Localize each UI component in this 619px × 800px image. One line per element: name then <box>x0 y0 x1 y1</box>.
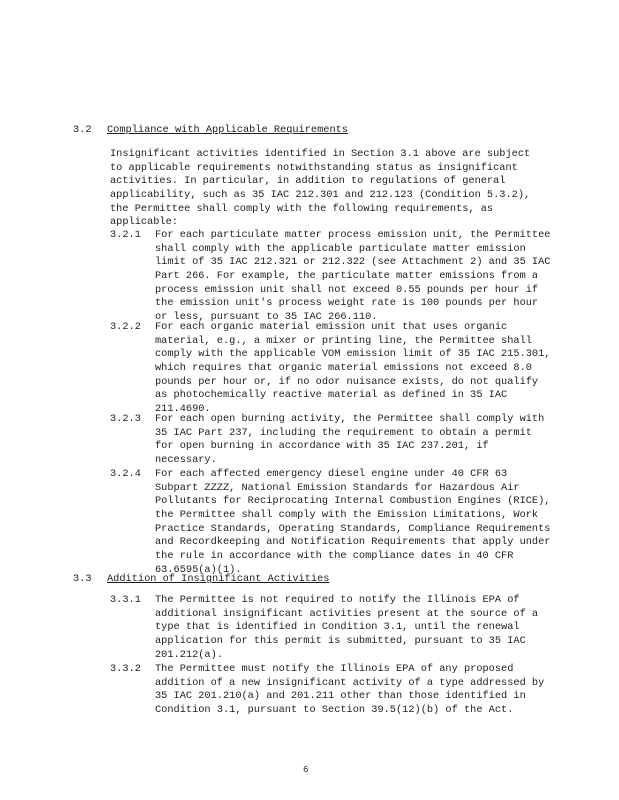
paragraph-line: which requires that organic material emissions not exceed 8.0 <box>155 362 532 375</box>
paragraph-line: 35 IAC 201.210(a) and 201.211 other than those identified in <box>155 690 526 703</box>
paragraph-line: The Permittee must notify the Illinois EPA of any proposed <box>155 663 514 675</box>
paragraph-line: as photochemically reactive material as defined in 35 IAC <box>155 389 508 402</box>
paragraph-line: For each affected emergency diesel engine under 40 CFR 63 <box>155 468 508 480</box>
paragraph-line: process emission unit shall not exceed 0.55 pounds per hour if <box>155 283 539 296</box>
subsection-paragraph <box>155 413 544 468</box>
subsection-paragraph <box>155 663 544 718</box>
paragraph-line: The Permittee is not required to notify the Illinois EPA of <box>155 594 520 606</box>
paragraph-line: Insignificant activities identified in Section 3.1 above are subject <box>110 148 531 160</box>
subsection-paragraph <box>155 468 550 578</box>
paragraph-line: the Permittee shall comply with the following requirements, as <box>110 202 494 215</box>
section-intro-paragraph <box>110 148 530 230</box>
paragraph-line: the rule in accordance with the compliance dates in 40 CFR <box>155 550 514 563</box>
subsection-number: 3.2.3 <box>110 413 141 425</box>
paragraph-line: For each particulate matter process emission unit, the Permittee <box>155 229 551 241</box>
paragraph-line: Part 266. For example, the particulate matter emissions from a <box>155 270 539 283</box>
paragraph-line: or less, pursuant to 35 IAC 266.110. <box>155 311 378 324</box>
paragraph-line: applicability, such as 35 IAC 212.301 and 212.123 (Condition 5.3.2), <box>110 189 531 202</box>
paragraph-line: Practice Standards, Operating Standards, Compliance Requirements <box>155 522 551 535</box>
paragraph-line: application for this permit is submitted, pursuant to 35 IAC <box>155 635 526 648</box>
paragraph-line: 63.6595(a)(1). <box>155 563 242 576</box>
paragraph-line: Subpart ZZZZ, National Emission Standards for Hazardous Air <box>155 481 520 494</box>
subsection-number: 3.3.2 <box>110 663 141 675</box>
subsection-number: 3.3.1 <box>110 594 141 606</box>
paragraph-line: for open burning in accordance with 35 IAC 237.201, if <box>155 440 489 453</box>
paragraph-line: necessary. <box>155 454 217 467</box>
subsection-paragraph <box>155 229 550 325</box>
subsection-number: 3.2.1 <box>110 229 141 241</box>
subsection-number: 3.2.4 <box>110 468 141 480</box>
paragraph-line: comply with the applicable VOM emission limit of 35 IAC 215.301, <box>155 348 551 361</box>
paragraph-line: 35 IAC Part 237, including the requirement to obtain a permit <box>155 426 532 439</box>
paragraph-line: shall comply with the applicable particulate matter emission <box>155 242 526 255</box>
paragraph-line: Pollutants for Reciprocating Internal Combustion Engines (RICE), <box>155 495 551 508</box>
paragraph-line: type that is identified in Condition 3.1, until the renewal <box>155 621 520 634</box>
section-title: Compliance with Applicable Requirements <box>107 124 348 136</box>
paragraph-line: For each organic material emission unit that uses organic <box>155 321 508 333</box>
paragraph-line: to applicable requirements notwithstanding status as insignificant <box>110 161 518 174</box>
paragraph-line: additional insignificant activities present at the source of a <box>155 607 539 620</box>
section-title: Addition of Insignificant Activities <box>107 573 330 585</box>
paragraph-line: addition of a new insignificant activity of a type addressed by <box>155 676 545 689</box>
subsection-paragraph <box>155 321 550 417</box>
paragraph-line: 211.4690. <box>155 403 211 416</box>
page-number: 6 <box>303 765 309 775</box>
paragraph-line: the Permittee shall comply with the Emission Limitations, Work <box>155 509 539 522</box>
section-number: 3.2 <box>73 124 92 136</box>
paragraph-line: the emission unit's process weight rate is 100 pounds per hour <box>155 297 539 310</box>
subsection-paragraph <box>155 594 538 662</box>
paragraph-line: pounds per hour or, if no odor nuisance exists, do not qualify <box>155 375 539 388</box>
paragraph-line: applicable: <box>110 216 178 229</box>
paragraph-line: Condition 3.1, pursuant to Section 39.5(12)(b) of the Act. <box>155 704 514 717</box>
paragraph-line: material, e.g., a mixer or printing line, the Permittee shall <box>155 334 532 347</box>
paragraph-line: limit of 35 IAC 212.321 or 212.322 (see Attachment 2) and 35 IAC <box>155 256 551 269</box>
paragraph-line: 201.212(a). <box>155 648 223 661</box>
subsection-number: 3.2.2 <box>110 321 141 333</box>
paragraph-line: For each open burning activity, the Permittee shall comply with <box>155 413 545 425</box>
paragraph-line: activities. In particular, in addition to regulations of general <box>110 175 506 188</box>
paragraph-line: and Recordkeeping and Notification Requirements that apply under <box>155 536 551 549</box>
section-number: 3.3 <box>73 573 92 585</box>
